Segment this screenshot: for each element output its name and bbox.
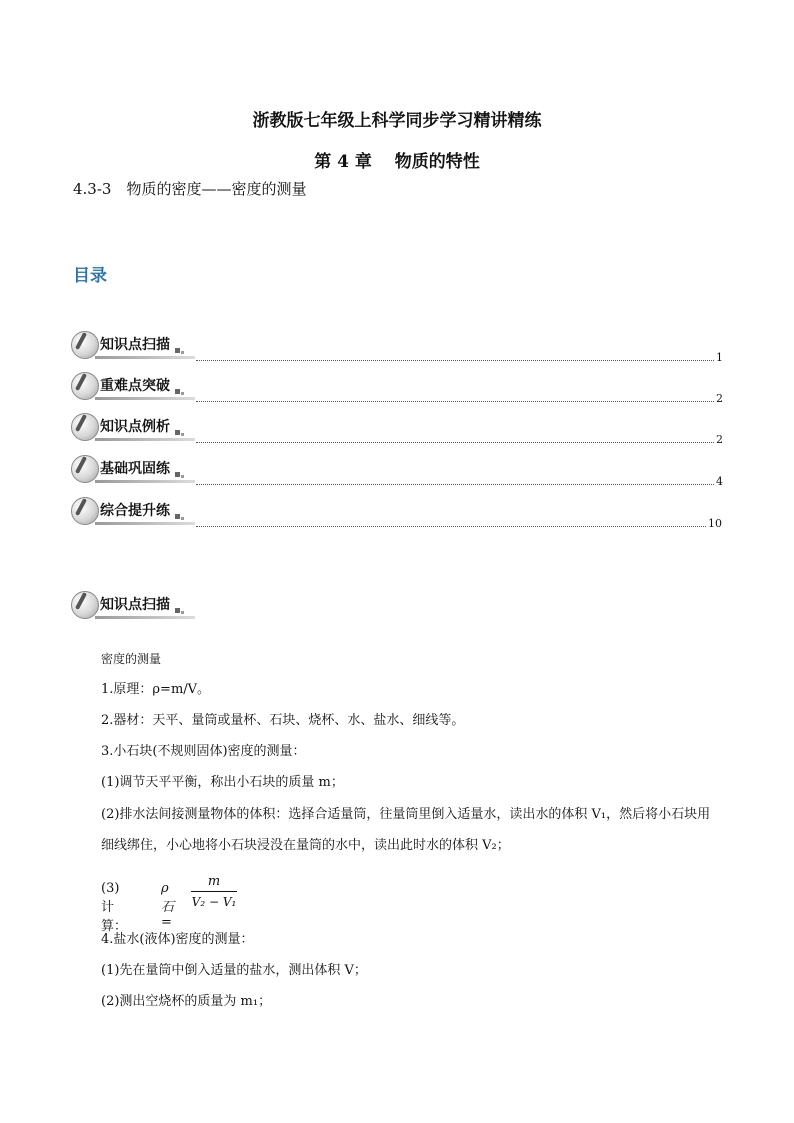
badge-underline bbox=[95, 480, 195, 483]
toc-badge bbox=[71, 455, 197, 485]
badge-square-icon bbox=[175, 430, 180, 435]
toc-page-number: 4 bbox=[716, 475, 723, 488]
toc-badge bbox=[71, 497, 197, 527]
toc-leader bbox=[196, 442, 714, 443]
fraction-bar bbox=[191, 891, 237, 892]
toc-badge bbox=[71, 331, 197, 361]
paragraph: (2)排水法间接测量物体的体积：选择合适量筒，往量筒里倒入适量水，读出水的体积 V₁，然后将小石块用细线绑住，小心地将小石块浸没在量筒的水中，读出此时水的体积 V₂； bbox=[101, 807, 711, 853]
badge-underline bbox=[95, 438, 195, 441]
toc-badge bbox=[71, 372, 197, 402]
toc-page-number: 2 bbox=[716, 433, 723, 446]
paragraph: 1.原理：ρ=m/V。 bbox=[101, 682, 211, 697]
toc-label: 重难点突破 bbox=[100, 378, 170, 394]
paragraph: (1)先在量筒中倒入适量的盐水，测出体积 V； bbox=[101, 963, 367, 978]
badge-square-icon bbox=[175, 514, 180, 519]
formula-numerator: m bbox=[207, 874, 221, 889]
toc-label: 综合提升练 bbox=[100, 503, 170, 519]
toc-leader bbox=[196, 484, 714, 485]
toc-leader bbox=[196, 360, 714, 361]
toc-page-number: 2 bbox=[716, 392, 723, 405]
toc-heading: 目录 bbox=[73, 266, 107, 286]
badge-underline bbox=[95, 397, 195, 400]
toc-leader bbox=[196, 526, 706, 527]
badge-square-icon bbox=[175, 608, 180, 613]
toc-leader bbox=[196, 401, 714, 402]
paragraph: 2.器材：天平、量筒或量杯、石块、烧杯、水、盐水、细线等。 bbox=[101, 713, 465, 728]
badge-square-icon bbox=[181, 351, 184, 354]
toc-label: 知识点例析 bbox=[100, 419, 170, 435]
badge-underline bbox=[95, 356, 195, 359]
section-badge-label: 知识点扫描 bbox=[100, 597, 170, 613]
chapter-title: 第 4 章 物质的特性 bbox=[314, 152, 480, 172]
formula-fraction bbox=[191, 874, 237, 910]
badge-square-icon bbox=[181, 517, 184, 520]
toc-badge bbox=[71, 413, 197, 443]
toc-page-number: 1 bbox=[716, 351, 723, 364]
document-title: 浙教版七年级上科学同步学习精讲精练 bbox=[252, 111, 542, 131]
badge-underline bbox=[95, 616, 195, 619]
badge-square-icon bbox=[175, 472, 180, 477]
section-badge bbox=[71, 591, 197, 621]
formula-prefix: (3)计算： bbox=[101, 881, 128, 934]
badge-square-icon bbox=[175, 348, 180, 353]
badge-square-icon bbox=[175, 389, 180, 394]
formula-denominator: V₂ − V₁ bbox=[191, 895, 237, 909]
badge-square-icon bbox=[181, 433, 184, 436]
section-title: 4.3-3 物质的密度——密度的测量 bbox=[73, 180, 307, 198]
topic-heading: 密度的测量 bbox=[101, 652, 162, 666]
toc-label: 基础巩固练 bbox=[100, 461, 170, 477]
badge-square-icon bbox=[181, 611, 184, 614]
paragraph: 4.盐水(液体)密度的测量： bbox=[101, 932, 254, 947]
paragraph: 3.小石块(不规则固体)密度的测量： bbox=[101, 744, 306, 759]
badge-square-icon bbox=[181, 475, 184, 478]
formula-lhs: ρ石 = bbox=[161, 881, 175, 930]
toc-label: 知识点扫描 bbox=[100, 337, 170, 353]
badge-underline bbox=[95, 522, 195, 525]
badge-square-icon bbox=[181, 392, 184, 395]
paragraph: (1)调节天平平衡，称出小石块的质量 m； bbox=[101, 775, 344, 790]
toc-page-number: 10 bbox=[708, 517, 722, 530]
paragraph: (2)测出空烧杯的质量为 m₁； bbox=[101, 994, 272, 1009]
